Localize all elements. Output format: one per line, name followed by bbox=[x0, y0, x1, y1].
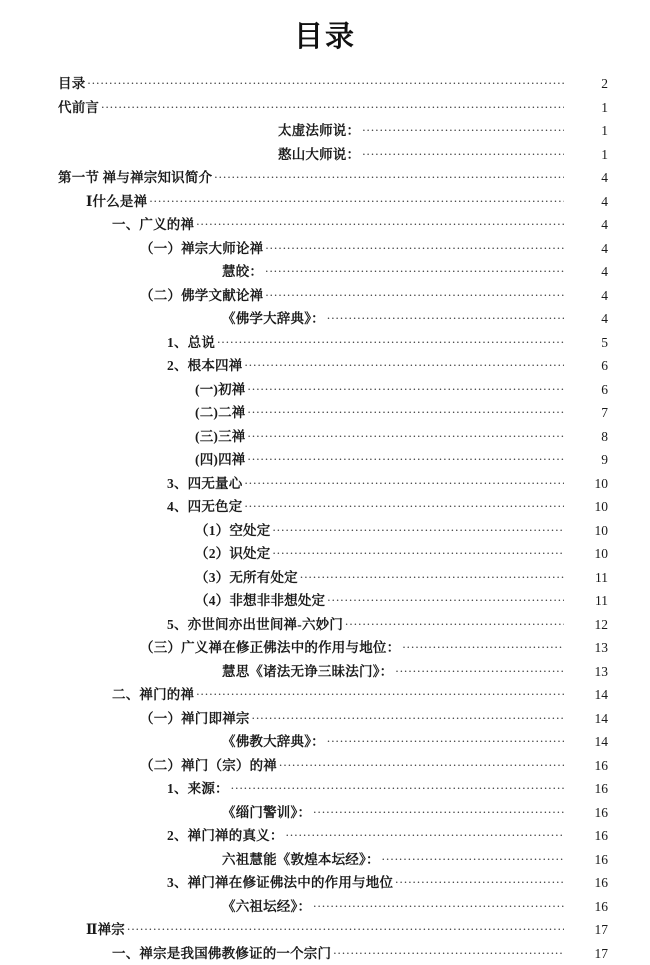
toc-entry[interactable] bbox=[0, 143, 650, 167]
toc-entry-label: （4）非想非非想处定 bbox=[195, 589, 325, 609]
toc-entry-label: （一）禅门即禅宗 bbox=[140, 707, 250, 727]
toc-dot-leader bbox=[252, 710, 564, 723]
toc-entry[interactable] bbox=[0, 284, 650, 308]
toc-entry[interactable] bbox=[0, 472, 650, 496]
toc-entry-page-number: 16 bbox=[566, 805, 650, 821]
toc-entry-page-number: 4 bbox=[566, 241, 650, 257]
toc-dot-leader bbox=[127, 921, 564, 934]
toc-entry-label: 太虚法师说： bbox=[278, 119, 360, 139]
toc-entry[interactable] bbox=[0, 636, 650, 660]
toc-entry-page-number: 16 bbox=[566, 828, 650, 844]
toc-entry-page-number: 4 bbox=[566, 264, 650, 280]
toc-dot-leader bbox=[327, 592, 564, 605]
toc-entry-label: 二、禅门的禅 bbox=[112, 683, 194, 703]
toc-entry[interactable] bbox=[0, 190, 650, 214]
toc-dot-leader bbox=[149, 193, 564, 206]
toc-entry-label: Ⅱ禅宗 bbox=[86, 918, 125, 938]
toc-entry-page-number: 16 bbox=[566, 875, 650, 891]
toc-dot-leader bbox=[248, 451, 565, 464]
toc-dot-leader bbox=[214, 169, 564, 182]
toc-entry[interactable] bbox=[0, 895, 650, 919]
toc-dot-leader bbox=[395, 874, 564, 887]
toc-entry[interactable] bbox=[0, 730, 650, 754]
toc-dot-leader bbox=[327, 733, 564, 746]
toc-entry-label: 慧皎： bbox=[222, 260, 263, 280]
toc-entry[interactable] bbox=[0, 119, 650, 143]
toc-dot-leader bbox=[382, 851, 564, 864]
toc-entry-label: 慧思《诸法无诤三昧法门》： bbox=[222, 660, 393, 680]
toc-entry-label: 5、亦世间亦出世间禅-六妙门 bbox=[167, 613, 343, 633]
toc-entry[interactable] bbox=[0, 378, 650, 402]
toc-entry[interactable] bbox=[0, 824, 650, 848]
toc-entry-page-number: 10 bbox=[566, 523, 650, 539]
toc-entry-label: 1、来源： bbox=[167, 777, 229, 797]
toc-entry-label: 4、四无色定 bbox=[167, 495, 242, 515]
toc-entry[interactable] bbox=[0, 96, 650, 120]
toc-entry[interactable] bbox=[0, 354, 650, 378]
toc-dot-leader bbox=[279, 757, 564, 770]
toc-entry-label: 目录 bbox=[58, 72, 85, 92]
toc-entry-label: 憨山大师说： bbox=[278, 143, 360, 163]
toc-entry-page-number: 10 bbox=[566, 546, 650, 562]
toc-dot-leader bbox=[333, 945, 564, 958]
toc-dot-leader bbox=[244, 357, 564, 370]
toc-entry-page-number: 14 bbox=[566, 711, 650, 727]
toc-entry-page-number: 14 bbox=[566, 734, 650, 750]
toc-entry[interactable] bbox=[0, 307, 650, 331]
toc-entry-label: 1、总说 bbox=[167, 331, 215, 351]
toc-entry-page-number: 16 bbox=[566, 781, 650, 797]
toc-entry[interactable] bbox=[0, 237, 650, 261]
toc-entry-page-number: 8 bbox=[566, 429, 650, 445]
toc-entry-page-number: 4 bbox=[566, 194, 650, 210]
toc-entry[interactable] bbox=[0, 660, 650, 684]
toc-entry-page-number: 1 bbox=[566, 123, 650, 139]
toc-dot-leader bbox=[272, 522, 564, 535]
toc-entry-page-number: 16 bbox=[566, 852, 650, 868]
toc-entry-page-number: 2 bbox=[566, 76, 650, 92]
toc-entry-label: 2、根本四禅 bbox=[167, 354, 242, 374]
toc-entry-label: 3、四无量心 bbox=[167, 472, 242, 492]
toc-entry[interactable] bbox=[0, 401, 650, 425]
toc-entry-page-number: 7 bbox=[566, 405, 650, 421]
toc-entry-label: (一)初禅 bbox=[195, 378, 246, 398]
toc-dot-leader bbox=[196, 216, 564, 229]
toc-entry[interactable] bbox=[0, 589, 650, 613]
toc-entry-page-number: 4 bbox=[566, 217, 650, 233]
toc-entry[interactable] bbox=[0, 801, 650, 825]
toc-entry[interactable] bbox=[0, 260, 650, 284]
toc-entry-page-number: 13 bbox=[566, 664, 650, 680]
toc-dot-leader bbox=[327, 310, 564, 323]
toc-entry-label: (四)四禅 bbox=[195, 448, 246, 468]
toc-entry-label: (二)二禅 bbox=[195, 401, 246, 421]
toc-entry[interactable] bbox=[0, 331, 650, 355]
toc-entry-page-number: 11 bbox=[566, 570, 650, 586]
toc-entry-page-number: 4 bbox=[566, 311, 650, 327]
toc-dot-leader bbox=[244, 475, 564, 488]
toc-entry-page-number: 11 bbox=[566, 593, 650, 609]
toc-dot-leader bbox=[248, 428, 565, 441]
toc-entry[interactable] bbox=[0, 683, 650, 707]
toc-entry-label: （3）无所有处定 bbox=[195, 566, 298, 586]
toc-entry[interactable] bbox=[0, 542, 650, 566]
toc-dot-leader bbox=[231, 780, 564, 793]
toc-entry-page-number: 10 bbox=[566, 499, 650, 515]
toc-dot-leader bbox=[313, 898, 564, 911]
toc-dot-leader bbox=[395, 663, 564, 676]
toc-entry-label: 《佛教大辞典》： bbox=[222, 730, 325, 750]
toc-entry-label: 《六祖坛经》： bbox=[222, 895, 311, 915]
toc-dot-leader bbox=[244, 498, 564, 511]
toc-entry-label: 2、禅门禅的真义： bbox=[167, 824, 284, 844]
toc-entry-page-number: 17 bbox=[566, 946, 650, 962]
toc-entry-page-number: 9 bbox=[566, 452, 650, 468]
toc-entry[interactable] bbox=[0, 519, 650, 543]
toc-entry-page-number: 16 bbox=[566, 899, 650, 915]
toc-entry[interactable] bbox=[0, 777, 650, 801]
toc-entry-label: 一、广义的禅 bbox=[112, 213, 194, 233]
toc-entry[interactable] bbox=[0, 754, 650, 778]
toc-dot-leader bbox=[265, 240, 564, 253]
toc-entry-page-number: 16 bbox=[566, 758, 650, 774]
table-of-contents bbox=[0, 72, 650, 965]
toc-entry-page-number: 1 bbox=[566, 147, 650, 163]
toc-dot-leader bbox=[300, 569, 564, 582]
toc-dot-leader bbox=[272, 545, 564, 558]
toc-entry-page-number: 14 bbox=[566, 687, 650, 703]
toc-dot-leader bbox=[87, 75, 564, 88]
toc-entry[interactable] bbox=[0, 495, 650, 519]
toc-entry[interactable] bbox=[0, 918, 650, 942]
toc-entry-label: （一）禅宗大师论禅 bbox=[140, 237, 263, 257]
toc-dot-leader bbox=[217, 334, 564, 347]
toc-entry-page-number: 4 bbox=[566, 170, 650, 186]
toc-entry-label: （1）空处定 bbox=[195, 519, 270, 539]
toc-dot-leader bbox=[362, 146, 564, 159]
toc-entry-label: 六祖慧能《敦煌本坛经》： bbox=[222, 848, 380, 868]
toc-entry-label: Ⅰ什么是禅 bbox=[86, 190, 147, 210]
toc-entry-page-number: 12 bbox=[566, 617, 650, 633]
toc-dot-leader bbox=[265, 263, 564, 276]
toc-entry-label: 《缁门警训》： bbox=[222, 801, 311, 821]
toc-entry-page-number: 1 bbox=[566, 100, 650, 116]
toc-entry[interactable] bbox=[0, 942, 650, 965]
toc-entry-page-number: 13 bbox=[566, 640, 650, 656]
toc-entry[interactable] bbox=[0, 166, 650, 190]
toc-entry[interactable] bbox=[0, 425, 650, 449]
toc-entry[interactable] bbox=[0, 871, 650, 895]
toc-entry-label: 代前言 bbox=[58, 96, 99, 116]
toc-entry[interactable] bbox=[0, 72, 650, 96]
toc-dot-leader bbox=[196, 686, 564, 699]
toc-entry-page-number: 6 bbox=[566, 358, 650, 374]
toc-entry-page-number: 10 bbox=[566, 476, 650, 492]
toc-entry-page-number: 5 bbox=[566, 335, 650, 351]
toc-entry[interactable] bbox=[0, 707, 650, 731]
toc-dot-leader bbox=[402, 639, 564, 652]
toc-dot-leader bbox=[286, 827, 564, 840]
toc-entry[interactable] bbox=[0, 566, 650, 590]
toc-entry[interactable] bbox=[0, 213, 650, 237]
toc-dot-leader bbox=[345, 616, 564, 629]
toc-entry-label: （2）识处定 bbox=[195, 542, 270, 562]
toc-entry-label: (三)三禅 bbox=[195, 425, 246, 445]
toc-entry-page-number: 6 bbox=[566, 382, 650, 398]
toc-dot-leader bbox=[248, 404, 565, 417]
toc-dot-leader bbox=[313, 804, 564, 817]
toc-dot-leader bbox=[265, 287, 564, 300]
toc-entry-label: 3、禅门禅在修证佛法中的作用与地位 bbox=[167, 871, 393, 891]
toc-entry[interactable] bbox=[0, 448, 650, 472]
toc-dot-leader bbox=[248, 381, 565, 394]
page-title: 目录 bbox=[0, 0, 650, 58]
toc-entry-label: （二）佛学文献论禅 bbox=[140, 284, 263, 304]
toc-entry-label: 《佛学大辞典》： bbox=[222, 307, 325, 327]
toc-entry-page-number: 17 bbox=[566, 922, 650, 938]
toc-dot-leader bbox=[362, 122, 564, 135]
toc-entry-label: 一、禅宗是我国佛教修证的一个宗门 bbox=[112, 942, 331, 962]
toc-entry-label: 第一节 禅与禅宗知识简介 bbox=[58, 166, 212, 186]
toc-dot-leader bbox=[101, 99, 564, 112]
toc-entry[interactable] bbox=[0, 613, 650, 637]
toc-entry[interactable] bbox=[0, 848, 650, 872]
toc-entry-label: （三）广义禅在修正佛法中的作用与地位： bbox=[140, 636, 400, 656]
toc-entry-page-number: 4 bbox=[566, 288, 650, 304]
toc-entry-label: （二）禅门（宗）的禅 bbox=[140, 754, 277, 774]
